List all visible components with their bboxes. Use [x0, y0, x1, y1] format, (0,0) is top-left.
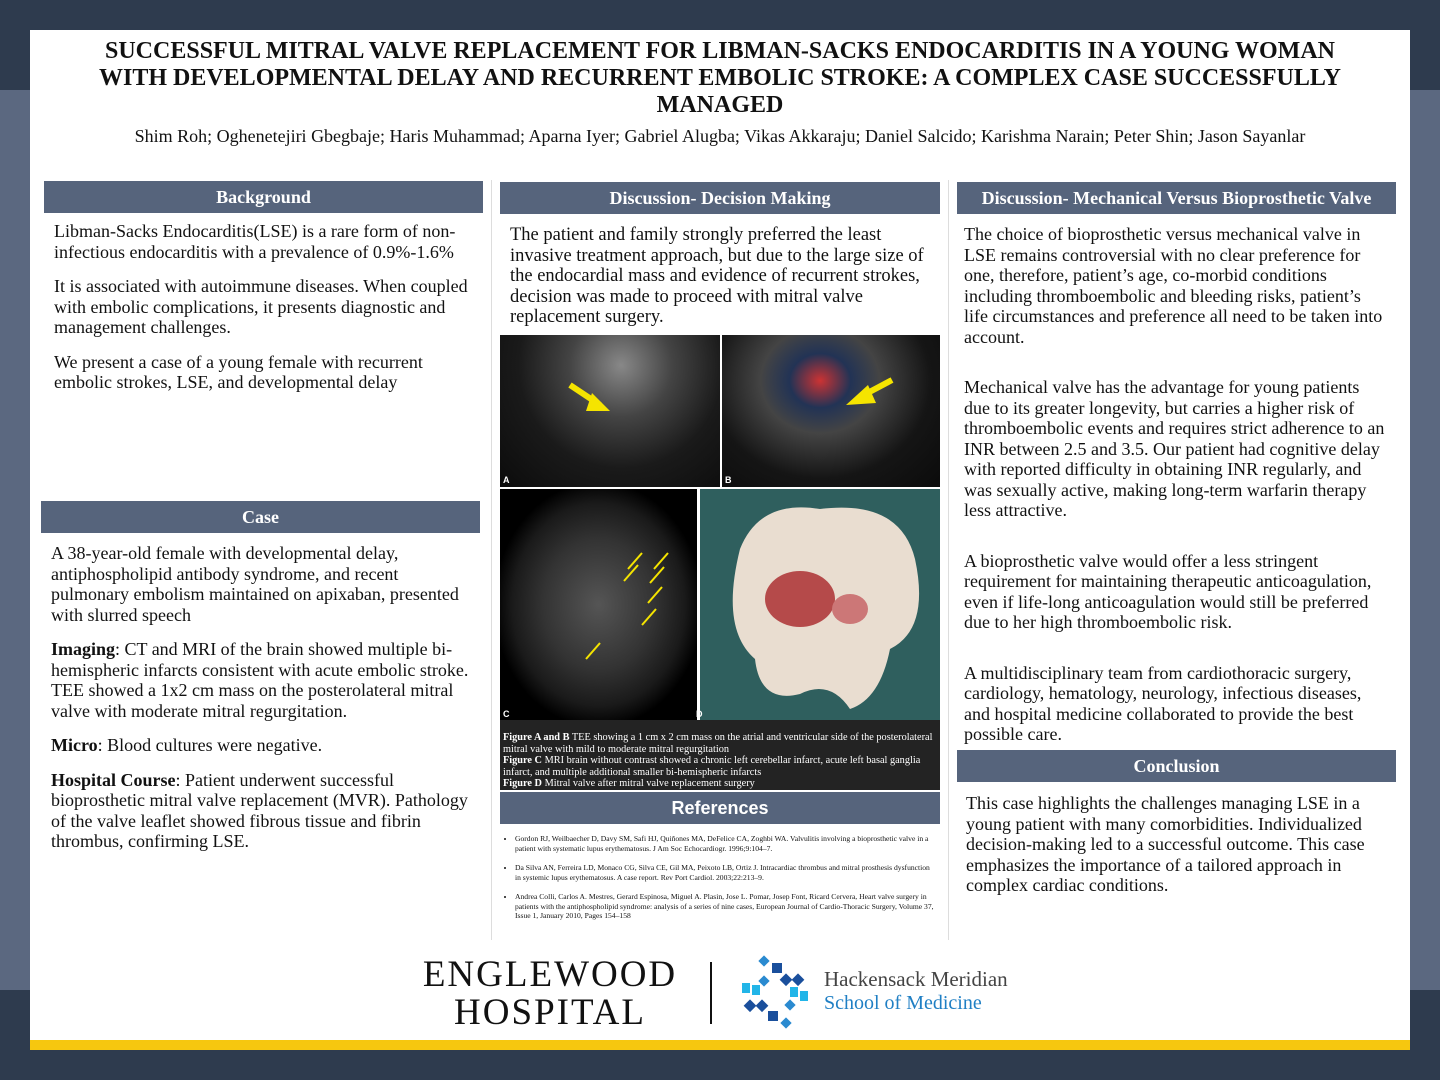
figure-label-c: C — [503, 709, 510, 719]
caption-label: Figure C — [503, 755, 542, 766]
figure-caption — [500, 720, 940, 790]
case-intro: A 38-year-old female with developmental delay, antiphospholipid antibody syndrome, and recent pulmonary embolism maintained on apixaban, presented with slurred speech — [51, 543, 459, 625]
logo-divider — [710, 962, 712, 1024]
case-heading: Case — [41, 501, 480, 533]
hackensack-meridian-emblem-icon — [738, 955, 812, 1029]
caption-text: MRI brain without contrast showed a chronic left cerebellar infarct, acute left basal ganglia infarct, and multiple additional smaller bi-hemispheric infarcts — [503, 755, 921, 778]
micro-label: Micro — [51, 735, 98, 755]
column-divider — [491, 180, 492, 940]
background-text — [54, 221, 479, 407]
figure-label-b: B — [725, 475, 732, 485]
background-paragraph: We present a case of a young female with recurrent embolic strokes, LSE, and developmental delay — [54, 351, 423, 392]
reference-item: • Da Silva AN, Ferreira LD, Monaco CG, Silva CE, Gil MA, Peixoto LB, Ortiz J. Intracardiac thrombus and mitral prosthesis dysfunction in systemic lupus erythematosus. A case report. Rev Port Cardiol. 2003;22:213–9. — [515, 863, 935, 882]
course-text: : Patient underwent successful bioprosthetic mitral valve replacement (MVR). Pathology of the valve leaflet showed fibrous tissue and fibrin thrombus, confirming LSE. — [51, 769, 468, 851]
school-of-medicine-name: School of Medicine — [824, 992, 982, 1014]
references-heading: References — [500, 792, 940, 824]
mechanical-paragraph: The choice of bioprosthetic versus mechanical valve in LSE remains controversial with no clear preference for one, therefore, patient’s age, co-morbid conditions including thromboembolic and bleeding risks, patient’s life circumstances and preference all need to be taken into account. — [964, 224, 1383, 347]
caption-label: Figure A and B — [503, 732, 570, 743]
arrow-icon — [500, 489, 697, 720]
figure-label-a: A — [503, 475, 510, 485]
conclusion-text: This case highlights the challenges managing LSE in a young patient with many comorbidities. Individualized decision-making led to a successful outcome. This case emphasizes the importance of a tailored approach in complex cardiac conditions. — [966, 793, 1365, 895]
background-heading: Background — [44, 181, 483, 213]
figure-d-valve-photo — [696, 489, 940, 720]
reference-item: • Gordon RJ, Weilbaecher D, Davy SM, Safi HJ, Quiñones MA, DeFelice CA, Zoghbi WA. Valvulitis involving a bioprosthetic valve in a patient with systematic lupus erythematosus. J Am Soc Echocardiogr. 1996;9:104–7. — [515, 834, 935, 853]
conclusion-heading: Conclusion — [957, 750, 1396, 782]
arrow-icon — [500, 335, 720, 487]
case-text — [51, 543, 479, 866]
mechanical-paragraph: A multidisciplinary team from cardiothoracic surgery, cardiology, hematology, neurology, infectious diseases, and hospital medicine collaborated to provide the best possible care. — [964, 662, 1362, 744]
arrow-icon — [722, 335, 940, 487]
case-course — [51, 770, 479, 852]
imaging-text: : CT and MRI of the brain showed multiple bi-hemispheric infarcts consistent with acute embolic stroke. TEE showed a 1x2 cm mass on the posterolateral mitral valve with moderate mitral regurgitation. — [51, 639, 469, 721]
reference-item: • Andrea Colli, Carlos A. Mestres, Gerard Espinosa, Miguel A. Plasin, Jose L. Pomar, Josep Font, Ricard Cervera, Heart valve surgery in patients with the antiphospholipid syndrome: analysis of a series of nine cases, European Journal of Cardio-Thoracic Surgery, Volume 37, Issue 1, January 2010, Pages 154–158 — [515, 892, 935, 921]
caption-text: Mitral valve after mitral valve replacement surgery — [542, 778, 755, 789]
mechanical-paragraph: Mechanical valve has the advantage for young patients due to its greater longevity, but carries a higher risk of thromboembolic events and requires strict adherence to an INR between 2.5 and 3.5. Our patient had cognitive delay with reported difficulty in obtaining INR regularly, and was sexually active, making long-term warfarin therapy less attractive. — [964, 377, 1385, 520]
figure-b-tee-doppler-image — [722, 335, 940, 487]
caption-label: Figure D — [503, 778, 542, 789]
valve-shape — [700, 489, 940, 720]
case-imaging — [51, 639, 479, 721]
case-micro — [51, 735, 479, 756]
mechanical-heading: Discussion- Mechanical Versus Bioprosthetic Valve — [957, 182, 1396, 214]
micro-text: : Blood cultures were negative. — [97, 735, 323, 755]
course-label: Hospital Course — [51, 769, 176, 790]
figure-label-d: D — [696, 709, 703, 719]
decision-heading: Discussion- Decision Making — [500, 182, 940, 214]
englewood-hospital-logo — [415, 956, 685, 1032]
figure-a-tee-image — [500, 335, 720, 487]
poster-title: SUCCESSFUL MITRAL VALVE REPLACEMENT FOR LIBMAN-SACKS ENDOCARDITIS IN A YOUNG WOMAN WITH DEVELOPMENTAL DELAY AND RECURRENT EMBOLIC STROKE: A COMPLEX CASE SUCCESSFULLY MANAGED — [98, 38, 1342, 118]
mechanical-paragraph: A bioprosthetic valve would offer a less stringent requirement for maintaining therapeutic anticoagulation, even if life-long anticoagulation would still be preferred due to her high thromboembolic risk. — [964, 550, 1372, 632]
background-paragraph: Libman-Sacks Endocarditis(LSE) is a rare form of non-infectious endocarditis with a prevalence of 0.9%-1.6% — [54, 221, 456, 262]
logo-line: HOSPITAL — [454, 992, 646, 1033]
figure-c-mri-image — [500, 489, 697, 720]
decision-text: The patient and family strongly preferred the least invasive treatment approach, but due to the large size of the endocardial mass and evidence of recurrent strokes, decision was made to proceed with mitral valve replacement surgery. — [510, 225, 924, 327]
column-divider — [948, 180, 949, 940]
mechanical-text — [964, 224, 1389, 759]
imaging-label: Imaging — [51, 639, 116, 659]
logo-line: ENGLEWOOD — [422, 954, 678, 995]
accent-bar — [30, 1040, 1410, 1050]
references-list — [505, 834, 935, 931]
hackensack-meridian-name: Hackensack Meridian — [824, 967, 1008, 991]
authors: Shim Roh; Oghenetejiri Gbegbaje; Haris Muhammad; Aparna Iyer; Gabriel Alugba; Vikas Akkaraju; Daniel Salcido; Karishma Narain; Peter Shin; Jason Sayanlar — [134, 126, 1306, 146]
background-paragraph: It is associated with autoimmune diseases. When coupled with embolic complications, it presents diagnostic and management challenges. — [54, 276, 468, 337]
caption-text: TEE showing a 1 cm x 2 cm mass on the atrial and ventricular side of the posterolateral mitral valve with mild to moderate mitral regurgitation — [503, 732, 933, 755]
